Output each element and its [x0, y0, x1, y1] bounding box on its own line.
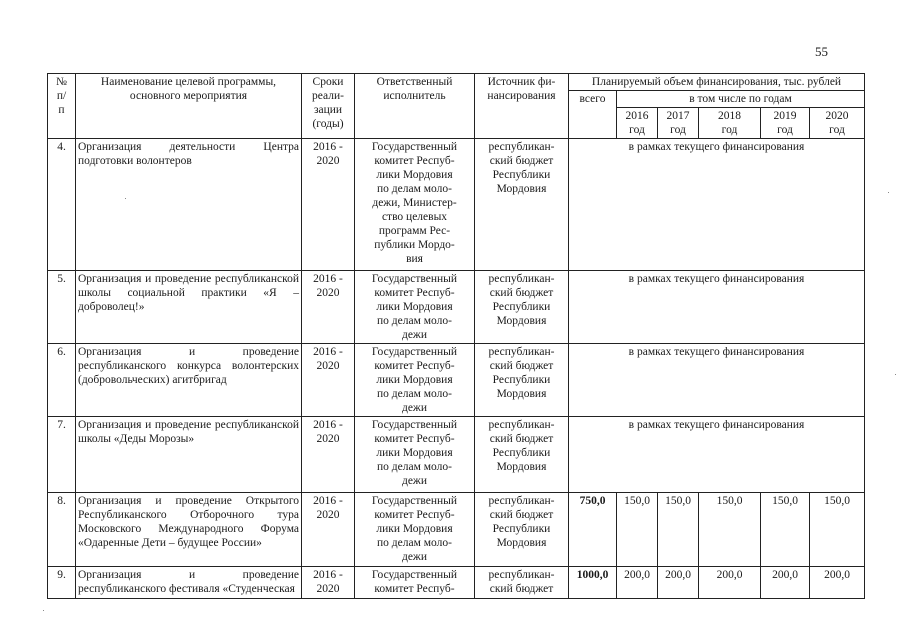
row-year-2018: 200,0: [699, 567, 761, 599]
table-row: [48, 271, 865, 344]
row-source: республикан- ский бюджет Республики Мордовия: [475, 271, 569, 344]
row-source: республикан- ский бюджет Республики Мордовия: [475, 344, 569, 417]
row-executor: Государственный комитет Респуб- лики Мордовия по делам моло- дежи: [355, 271, 475, 344]
scan-speck: [895, 374, 896, 375]
row-program-name: Организация и проведение республиканского конкурса волонтерских (добровольческих) агитбригад: [76, 344, 302, 417]
header-year-2020: 2020 год: [810, 108, 865, 139]
header-planned-financing: Планируемый объем финансирования, тыс. рублей: [569, 74, 865, 91]
row-terms: 2016 - 2020: [302, 493, 355, 567]
row-program-name: Организация и проведение Открытого Республиканского Отборочного тура Московского Международного Форума «Одаренные Дети – будущее России»: [76, 493, 302, 567]
row-year-2019: 150,0: [761, 493, 810, 567]
scan-speck: [43, 610, 44, 611]
row-program-name: Организация и проведение республиканской школы социальной практики «Я – доброволец!»: [76, 271, 302, 344]
row-number: 5.: [48, 271, 76, 344]
row-year-2016: 150,0: [617, 493, 658, 567]
row-executor: Государственный комитет Респуб- лики Мордовия по делам моло- дежи: [355, 417, 475, 493]
header-source: Источник фи- нансирования: [475, 74, 569, 139]
header-year-2019: 2019 год: [761, 108, 810, 139]
row-year-2017: 150,0: [658, 493, 699, 567]
row-executor: Государственный комитет Респуб- лики Мордовия по делам моло- дежи, Министер- ство целевых программ Рес- публики Мордо- вия: [355, 139, 475, 271]
row-terms: 2016 - 2020: [302, 417, 355, 493]
row-total: 1000,0: [569, 567, 617, 599]
row-program-name: Организация и проведение республиканского фестиваля «Студенческая: [76, 567, 302, 599]
row-year-2016: 200,0: [617, 567, 658, 599]
row-number: 6.: [48, 344, 76, 417]
row-source: республикан- ский бюджет Республики Мордовия: [475, 417, 569, 493]
header-terms: Сроки реали- зации (годы): [302, 74, 355, 139]
row-source: республикан- ский бюджет Республики Мордовия: [475, 139, 569, 271]
row-year-2020: 200,0: [810, 567, 865, 599]
row-financing-note: в рамках текущего финансирования: [569, 139, 865, 271]
row-source: республикан- ский бюджет: [475, 567, 569, 599]
row-year-2020: 150,0: [810, 493, 865, 567]
header-year-2016: 2016 год: [617, 108, 658, 139]
page-number: 55: [815, 44, 828, 59]
header-total: всего: [569, 91, 617, 139]
table-row: [48, 417, 865, 493]
scan-speck: [125, 198, 126, 199]
row-total: 750,0: [569, 493, 617, 567]
header-num: № п/ п: [48, 74, 76, 139]
row-terms: 2016 - 2020: [302, 344, 355, 417]
row-number: 8.: [48, 493, 76, 567]
header-program: Наименование целевой программы, основного мероприятия: [76, 74, 302, 139]
row-executor: Государственный комитет Респуб-: [355, 567, 475, 599]
row-financing-note: в рамках текущего финансирования: [569, 344, 865, 417]
row-number: 9.: [48, 567, 76, 599]
row-terms: 2016 - 2020: [302, 271, 355, 344]
row-program-name: Организация деятельности Центра подготовки волонтеров: [76, 139, 302, 271]
row-terms: 2016 - 2020: [302, 567, 355, 599]
table-row: [48, 493, 865, 567]
financing-table: [47, 73, 865, 599]
row-terms: 2016 - 2020: [302, 139, 355, 271]
scan-speck: [888, 192, 889, 193]
row-executor: Государственный комитет Респуб- лики Мордовия по делам моло- дежи: [355, 344, 475, 417]
row-program-name: Организация и проведение республиканской школы «Деды Морозы»: [76, 417, 302, 493]
header-by-year: в том числе по годам: [617, 91, 865, 108]
row-financing-note: в рамках текущего финансирования: [569, 271, 865, 344]
row-number: 7.: [48, 417, 76, 493]
header-row: [48, 74, 865, 91]
header-year-2018: 2018 год: [699, 108, 761, 139]
table-row: [48, 344, 865, 417]
row-financing-note: в рамках текущего финансирования: [569, 417, 865, 493]
table-row: [48, 139, 865, 271]
row-number: 4.: [48, 139, 76, 271]
row-year-2017: 200,0: [658, 567, 699, 599]
row-year-2018: 150,0: [699, 493, 761, 567]
table-row: [48, 567, 865, 599]
row-executor: Государственный комитет Респуб- лики Мордовия по делам моло- дежи: [355, 493, 475, 567]
header-executor: Ответственный исполнитель: [355, 74, 475, 139]
row-year-2019: 200,0: [761, 567, 810, 599]
row-source: республикан- ский бюджет Республики Мордовия: [475, 493, 569, 567]
header-year-2017: 2017 год: [658, 108, 699, 139]
